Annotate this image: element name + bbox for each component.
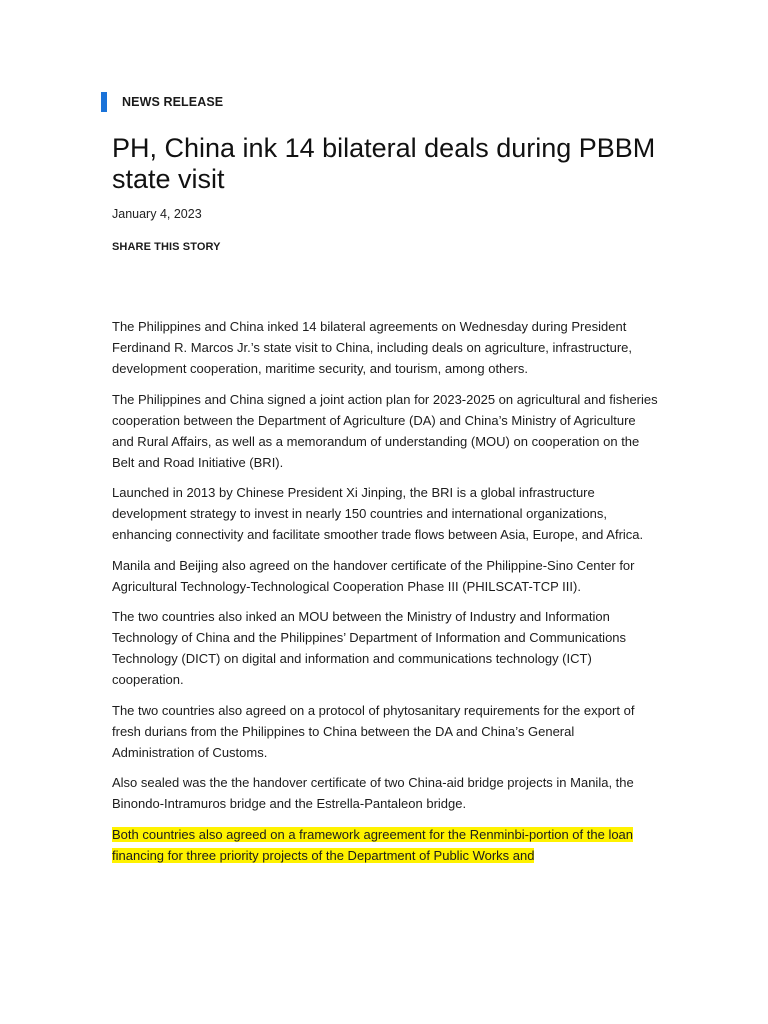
paragraph-4: Manila and Beijing also agreed on the handover certificate of the Philippine-Sino Center for Agricultural Technology-Technological Cooperation Phase III (PHILSCAT-TCP III). [112,557,635,594]
paragraph-1: The Philippines and China inked 14 bilateral agreements on Wednesday during President Ferdinand R. Marcos Jr.’s state visit to China, including deals on agriculture, infrastructure, development cooperation, maritime security, and tourism, among others. [112,319,632,376]
paragraph-8-highlighted [112,824,658,866]
article-date: January 4, 2023 [112,207,202,221]
paragraph-7: Also sealed was the the handover certificate of two China-aid bridge projects in Manila, the Binondo-Intramuros bridge and the Estrella-Pantaleon bridge. [112,775,634,811]
paragraph-3: Launched in 2013 by Chinese President Xi Jinping, the BRI is a global infrastructure development strategy to invest in nearly 150 countries and international organizations, enhancing connectivity and facilitate smoother trade flows between Asia, Europe, and Africa. [112,485,644,542]
paragraph-2: The Philippines and China signed a joint action plan for 2023-2025 on agricultural and fisheries cooperation between the Department of Agriculture (DA) and China’s Ministry of Agriculture and Rural Affairs, as well as a memorandum of understanding (MOU) on cooperation on the Belt and Road Initiative (BRI). [112,391,658,470]
highlighted-text: Both countries also agreed on a framework agreement for the Renminbi-portion of the loan financing for three priority projects of the Department of Public Works and [112,826,634,863]
accent-bar [101,92,107,112]
article-body [112,316,658,875]
news-release-label: NEWS RELEASE [122,95,224,109]
paragraph-5: The two countries also inked an MOU between the Ministry of Industry and Information Technology of China and the Philippines’ Department of Information and Communications Technology (DICT) on digital and information and communications technology (ICT) cooperation. [112,609,627,687]
section-label [101,92,223,112]
article-title: PH, China ink 14 bilateral deals during PBBM state visit [112,133,656,194]
paragraph-6: The two countries also agreed on a protocol of phytosanitary requirements for the export of fresh durians from the Philippines to China between the DA and China’s General Administration of Customs. [112,702,635,760]
share-this-story-label[interactable]: SHARE THIS STORY [112,241,221,253]
